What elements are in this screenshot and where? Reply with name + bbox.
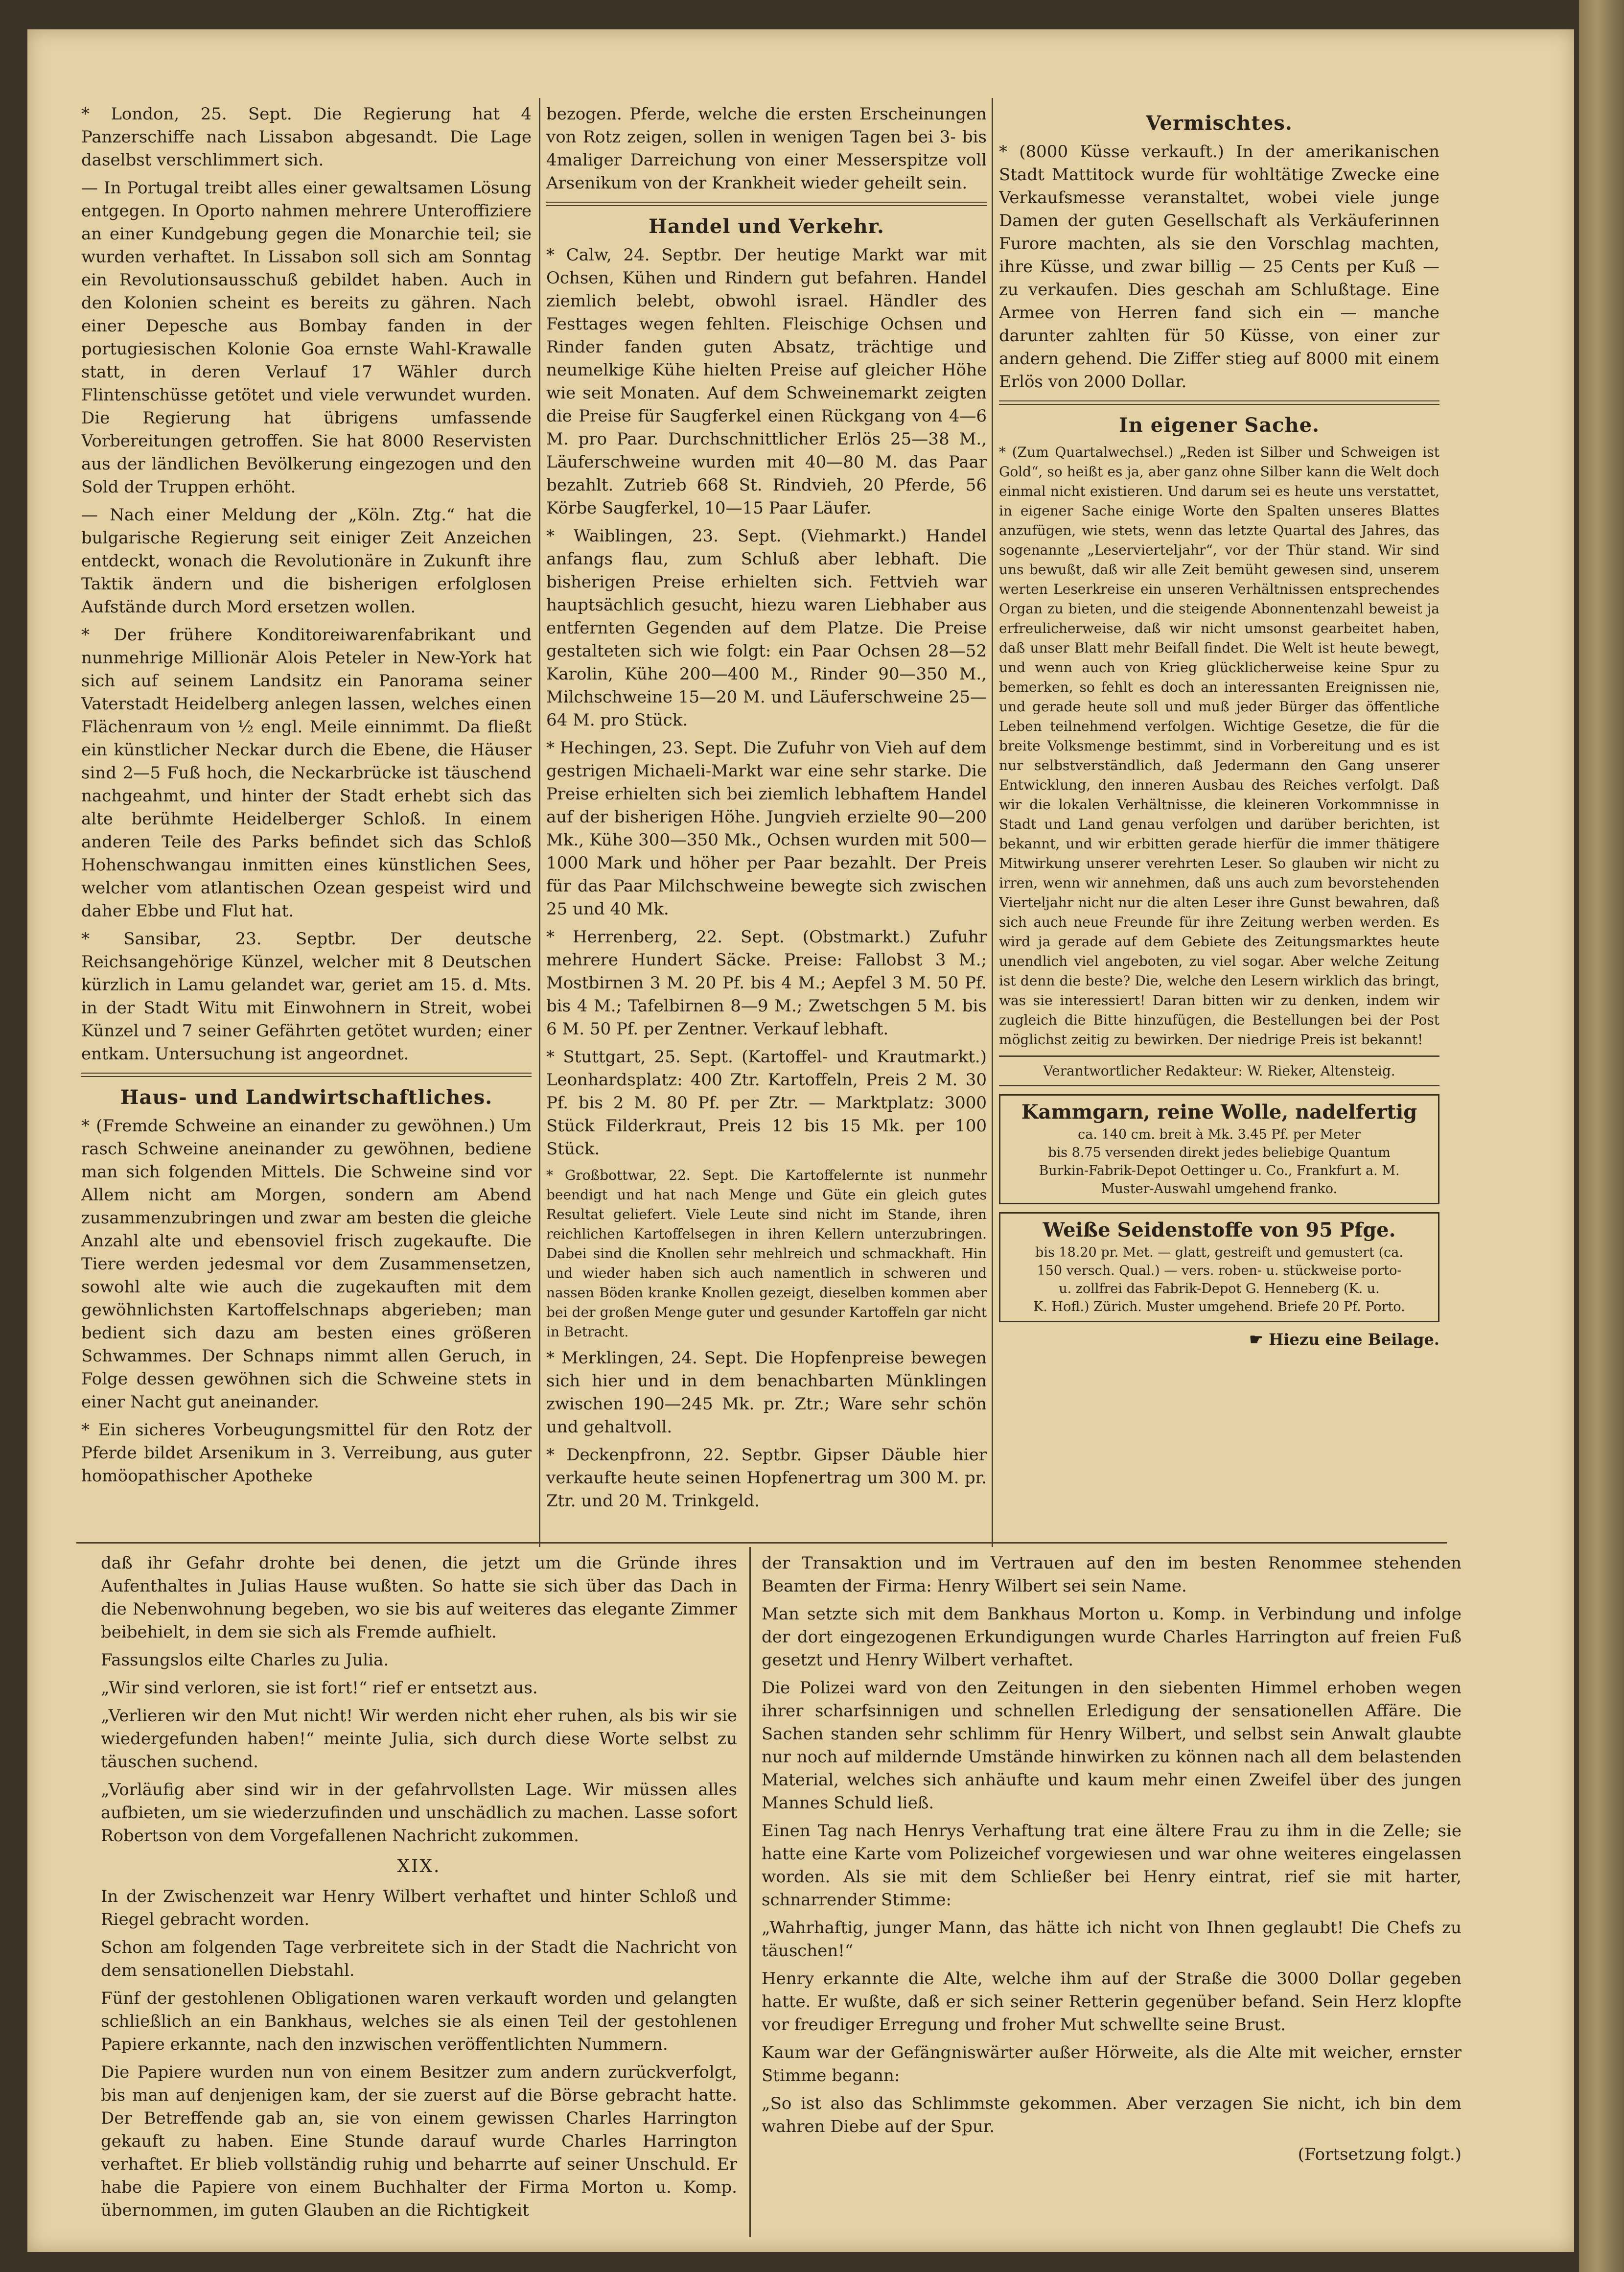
ad-line: Muster-Auswahl umgehend franko. <box>1101 1181 1338 1196</box>
news-paragraph: * Merklingen, 24. Sept. Die Hopfenpreise bewegen sich hier und in dem benachbarten Münklingen zwischen 190—245 Mk. pr. Ztr.; Ware sehr schön und gehaltvoll. <box>546 1348 987 1437</box>
ad-line: Burkin-Fabrik-Depot Oettinger u. Co., Frankfurt a. M. <box>1039 1163 1400 1178</box>
news-paragraph: * Deckenpfronn, 22. Septbr. Gipser Däuble hier verkaufte heute seinen Hopfenertrag um 300 M. pr. Ztr. und 20 M. Trinkgeld. <box>546 1445 987 1511</box>
news-paragraph: — Nach einer Meldung der „Köln. Ztg.“ hat die bulgarische Regierung seit einiger Zeit Anzeichen entdeckt, wonach die Revolutionäre in Zukunft ihre Taktik ändern und die bisherigen erfolglosen Aufstände durch Mord ersetzen wollen. <box>81 505 532 617</box>
section-title-eigene-sache: In eigener Sache. <box>1119 414 1320 437</box>
ad-title: Weiße Seidenstoffe von 95 Pfge. <box>1043 1218 1396 1241</box>
news-paragraph: * (Fremde Schweine an einander zu gewöhnen.) Um rasch Schweine aneinander zu gewöhnen, bediene man sich folgenden Mittels. Die Schweine sind vor Allem nicht am Morgen, sondern am Abend zusammenzubringen und zwar am besten die gleiche Anzahl alte und ebensoviel frisch zugekaufte. Die Tiere werden jedesmal vor dem Zusammensetzen, sowohl alte wie auch die zugekauften mit dem gewöhnlichsten Kartoffelschnaps abgerieben; man bedient sich dazu am besten eines größeren Schwammes. Der Schnaps nimmt allen Geruch, in Folge dessen gewöhnen sich die Schweine stets in einer Nacht gut aneinander. <box>81 1116 532 1412</box>
section-title-handel: Handel und Verkehr. <box>649 215 884 238</box>
serial-paragraph: der Transaktion und im Vertrauen auf den im besten Renommee stehenden Beamten der Firma: Henry Wilbert sei sein Name. <box>762 1553 1462 1596</box>
ad-line: ca. 140 cm. breit à Mk. 3.45 Pf. per Meter <box>1078 1127 1361 1142</box>
serial-paragraph: „Wir sind verloren, sie ist fort!“ rief er entsetzt aus. <box>101 1678 538 1698</box>
continuation-notice: (Fortsetzung folgt.) <box>1298 2145 1462 2164</box>
serial-column-rule <box>749 1547 751 2237</box>
ad-line: bis 18.20 pr. Met. — glatt, gestreift und gemustert (ca. <box>1035 1245 1403 1260</box>
news-paragraph: — In Portugal treibt alles einer gewaltsamen Lösung entgegen. In Oporto nahmen mehrere Unteroffiziere an einer Kundgebung gegen die Monarchie teil; sie wurden verhaftet. In Lissabon soll sich am Sonntag ein Revolutionsausschuß gebildet haben. Auch in den Kolonien scheint es bereits zu gähren. Nach einer Depesche aus Bombay fanden in der portugiesischen Kolonie Goa ernste Wahl-Krawalle statt, in deren Verlauf 17 Wähler durch Flintenschüsse getötet und viele verwundet wurden. Die Regierung hat übrigens umfassende Vorbereitungen getroffen. Sie hat 8000 Reservisten aus der ländlichen Bevölkerung eingezogen und den Sold der Truppen erhöht. <box>81 178 532 497</box>
news-paragraph-small: * Großbottwar, 22. Sept. Die Kartoffelernte ist nunmehr beendigt und hat nach Menge und Güte ein gleich gutes Resultat geliefert. Viele Leute sind nicht im Stande, ihren reichlichen Kartoffelsegen in ihren Kellern unterzubringen. Dabei sind die Knollen sehr mehlreich und schmackhaft. Hin und wieder haben sich auch namentlich in schweren und nassen Böden kranke Knollen gezeigt, dieselben kommen aber bei der großen Menge guter und gesunder Kartoffeln gar nicht in Betracht. <box>546 1167 987 1340</box>
news-paragraph: * London, 25. Sept. Die Regierung hat 4 Panzerschiffe nach Lissabon abgesandt. Die Lage daselbst verschlimmert sich. <box>81 104 532 170</box>
news-paragraph: * Stuttgart, 25. Sept. (Kartoffel- und Krautmarkt.) Leonhardsplatz: 400 Ztr. Kartoffeln, Preis 2 M. 30 Pf. bis 2 M. 80 Pf. per Ztr. — Marktplatz: 3000 Stück Filderkraut, Preis 12 bis 15 Mk. per 100 Stück. <box>546 1047 987 1159</box>
editor-line: Verantwortlicher Redakteur: W. Rieker, Altensteig. <box>1043 1063 1395 1079</box>
news-paragraph: * Ein sicheres Vorbeugungsmittel für den Rotz der Pferde bildet Arsenikum in 3. Verreibung, aus guter homöopathischer Apotheke <box>81 1420 532 1486</box>
section-divider <box>81 1073 532 1077</box>
newspaper-page <box>27 29 1574 2252</box>
serial-paragraph: daß ihr Gefahr drohte bei denen, die jetzt um die Gründe ihres Aufenthaltes in Julias Hause wußten. So hatte sie sich über das Dach in die Nebenwohnung begeben, wo sie bis auf weiteres das elegante Zimmer beibehielt, in dem sie sich als Fremde aufhielt. <box>101 1553 737 1642</box>
ad-line: u. zollfrei das Fabrik-Depot G. Henneberg (K. u. <box>1059 1281 1380 1296</box>
section-title-vermischtes: Vermischtes. <box>1146 112 1293 135</box>
news-paragraph: * Calw, 24. Septbr. Der heutige Markt war mit Ochsen, Kühen und Rindern gut befahren. Handel ziemlich belebt, obwohl israel. Händler des Festtages wegen fehlten. Fleischige Ochsen und Rinder fanden guten Absatz, trächtige und neumelkige Kühe hielten Preise auf gleicher Höhe wie seit Monaten. Auf dem Schweinemarkt zeigten die Preise für Saugferkel einen Rückgang von 4—6 M. pro Paar. Durchschnittlicher Erlös 25—38 M., Läuferschweine wurden mit 40—80 M. das Paar bezahlt. Zutrieb 668 St. Rindvieh, 20 Pferde, 56 Körbe Saugferkel, 10—15 Paar Läufer. <box>546 245 987 518</box>
section-divider <box>999 1085 1439 1086</box>
supplement-notice: ☛ Hiezu eine Beilage. <box>1249 1330 1439 1349</box>
column-3 <box>999 103 1439 1537</box>
serial-paragraph: Schon am folgenden Tage verbreitete sich in der Stadt die Nachricht von dem sensationellen Diebstahl. <box>101 1938 737 1980</box>
section-title-haus: Haus- und Landwirtschaftliches. <box>120 1086 493 1109</box>
serial-paragraph: Kaum war der Gefängniswärter außer Hörweite, als die Alte mit weicher, ernster Stimme begann: <box>762 2043 1462 2085</box>
advertisement-seidenstoffe <box>999 1212 1439 1322</box>
ad-line: bis 8.75 versenden direkt jedes beliebige Quantum <box>1048 1145 1391 1160</box>
news-paragraph: * Herrenberg, 22. Sept. (Obstmarkt.) Zufuhr mehrere Hundert Säcke. Preise: Fallobst 3 M.; Mostbirnen 3 M. 20 Pf. bis 4 M.; Aepfel 3 M. 50 Pf. bis 4 M.; Tafelbirnen 8—9 M.; Zwetschgen 5 M. bis 6 M. 50 Pf. per Zentner. Verkauf lebhaft. <box>546 927 987 1039</box>
section-divider <box>999 400 1439 405</box>
column-rule-1 <box>539 98 540 1547</box>
serial-paragraph: Die Polizei ward von den Zeitungen in den siebenten Himmel erhoben wegen ihrer scharfsinnigen und schnellen Erledigung der sensationellen Affäre. Die Sachen standen sehr schlimm für Henry Wilbert, und selbst sein Anwalt glaubte nur noch auf mildernde Umstände hinwirken zu können nach all dem belastenden Material, welches sich anhäufte und kaum mehr einen Zweifel über des jungen Mannes Schuld ließ. <box>762 1678 1462 1813</box>
serial-paragraph: Henry erkannte die Alte, welche ihm auf der Straße die 3000 Dollar gegeben hatte. Er wußte, daß er sich seiner Retterin gegenüber befand. Sein Herz klopfte vor freudiger Erregung und froher Mut schwellte seine Brust. <box>762 1969 1462 2035</box>
serial-paragraph: Fünf der gestohlenen Obligationen waren verkauft worden und gelangten schließlich an ein Bankhaus, welches sie als einen Teil der gestohlenen Papiere erkannte, nach den inzwischen veröffentlichten Nummern. <box>101 1989 737 2054</box>
serial-paragraph: „So ist also das Schlimmste gekommen. Aber verzagen Sie nicht, ich bin dem wahren Diebe auf der Spur. <box>762 2094 1462 2136</box>
chapter-heading: XIX. <box>397 1856 441 1876</box>
section-divider <box>999 1055 1439 1057</box>
news-paragraph: * Sansibar, 23. Septbr. Der deutsche Reichsangehörige Künzel, welcher mit 8 Deutschen kürzlich in Lamu gelandet war, geriet am 15. d. Mts. in der Stadt Witu mit Einwohnern in Streit, wobei Künzel und 7 seiner Gefährten getötet wurden; einer entkam. Untersuchung ist angeordnet. <box>81 929 532 1064</box>
news-paragraph: * Hechingen, 23. Sept. Die Zufuhr von Vieh auf dem gestrigen Michaeli-Markt war eine sehr starke. Die Preise erhielten sich bei ziemlich lebhaftem Handel auf der bisherigen Höhe. Jungvieh erzielte 90—200 Mk., Kühe 300—350 Mk., Ochsen wurden mit 500—1000 Mark und höher per Paar bezahlt. Der Preis für das Paar Milchschweine bewegte sich zwischen 25 und 40 Mk. <box>546 738 987 919</box>
column-1 <box>81 103 532 1537</box>
news-paragraph-small: * (Zum Quartalwechsel.) „Reden ist Silber und Schweigen ist Gold“, so heißt es ja, aber ganz ohne Silber kann die Welt doch einmal nicht existieren. Und darum sei es heute uns verstattet, in eigener Sache einige Worte den Spalten unseres Blattes anzufügen, wie stets, wenn das letzte Quartal des Jahres, das sogenannte „Leservierteljahr“, vor der Thür stand. Wir sind uns bewußt, daß wir alle Zeit bemüht gewesen sind, unserem werten Leserkreise ein unseren Verhältnissen entsprechendes Organ zu bieten, und die steigende Abonnentenzahl beweist ja erfreulicherweise, daß wir nicht umsonst gearbeitet haben, daß unser Blatt mehr Beifall findet. Die Welt ist heute bewegt, und wenn auch von Krieg glücklicherweise keine Spur zu bemerken, so fehlt es doch an interessanten Ereignissen nie, und gerade heute soll und muß jeder Bürger das öffentliche Leben teilnehmend verfolgen. Wichtige Gesetze, die für die breite Volksmenge bestimmt, sind in Vorbereitung und es ist nur selbstverständlich, daß Jedermann den Gang unserer Entwicklung, den inneren Ausbau des Reiches verfolgt. Daß wir die lokalen Verhältnisse, die kleineren Vorkommnisse in Stadt und Land genau verfolgen und darüber berichten, ist bekannt, und wir erbitten gerade hierfür die immer thätigere Mitwirkung unserer verehrten Leser. So glauben wir nicht zu irren, wenn wir annehmen, daß uns auch zum bevorstehenden Vierteljahr nicht nur die alten Leser ihre Gunst bewahren, daß sich auch neue Freunde für ihre Zeitung werben werden. Es wird ja gerade auf dem Gebiete des Zeitungsmarktes heute unendlich viel angeboten, zu viel sogar. Aber welche Zeitung ist denn die beste? Die, welche den Lesern wirklich das bringt, was sie interessiert! Daran bitten wir zu denken, indem wir zugleich die Bitte hinzufügen, die Bestellungen bei der Post möglichst zeitig zu bewirken. Der niedrige Preis ist bekannt! <box>999 444 1439 1048</box>
serial-column-right <box>762 1552 1462 2247</box>
serial-paragraph: In der Zwischenzeit war Henry Wilbert verhaftet und hinter Schloß und Riegel gebracht worden. <box>101 1887 737 1929</box>
column-rule-2 <box>992 98 993 1547</box>
serial-paragraph: Einen Tag nach Henrys Verhaftung trat eine ältere Frau zu ihm in die Zelle; sie hatte eine Karte vom Polizeichef vorgewiesen und war ohne weiteres eingelassen worden. Als sie mit dem Schließer bei Henry eintrat, rief sie mit harter, schnarrender Stimme: <box>762 1821 1462 1910</box>
section-divider <box>546 202 987 206</box>
serial-paragraph: „Wahrhaftig, junger Mann, das hätte ich nicht von Ihnen geglaubt! Die Chefs zu täuschen!“ <box>762 1918 1462 1961</box>
ad-line: K. Hofl.) Zürich. Muster umgehend. Briefe 20 Pf. Porto. <box>1033 1299 1405 1314</box>
serial-paragraph: Fassungslos eilte Charles zu Julia. <box>101 1650 389 1670</box>
page-binding-edge <box>1579 0 1624 2272</box>
ad-title: Kammgarn, reine Wolle, nadelfertig <box>1021 1101 1417 1124</box>
news-paragraph: * Waiblingen, 23. Sept. (Viehmarkt.) Handel anfangs flau, zum Schluß aber lebhaft. Die bisherigen Preise erhielten sich. Fettvieh war hauptsächlich gesucht, hiezu waren Liebhaber aus entfernten Gegenden auf dem Platze. Die Preise gestalteten sich wie folgt: ein Paar Ochsen 28—52 Karolin, Kühe 200—400 M., Rinder 90—350 M., Milchschweine 15—20 M. und Läuferschweine 25—64 M. pro Stück. <box>546 526 987 730</box>
serial-paragraph: Die Papiere wurden nun von einem Besitzer zum andern zurückverfolgt, bis man auf denjenigen kam, der sie zuerst auf die Börse gebracht hatte. Der Betreffende gab an, sie von einem gewissen Charles Harrington gekauft zu haben. Eine Stunde darauf wurde Charles Harrington verhaftet. Er blieb vollständig ruhig und beharrte auf seiner Unschuld. Er habe die Papiere von einem Buchhalter der Firma Morton u. Komp. übernommen, im guten Glauben an die Richtigkeit <box>101 2062 737 2220</box>
serial-column-left <box>101 1552 737 2247</box>
serial-paragraph: Man setzte sich mit dem Bankhaus Morton u. Komp. in Verbindung und infolge der dort eingezogenen Erkundigungen wurde Charles Harrington auf freien Fuß gesetzt und Henry Wilbert verhaftet. <box>762 1604 1462 1670</box>
serial-paragraph: „Verlieren wir den Mut nicht! Wir werden nicht eher ruhen, als bis wir sie wiedergefunden haben!“ meinte Julia, sich durch diese Worte selbst zu täuschen suchend. <box>101 1706 737 1772</box>
news-paragraph: * Der frühere Konditoreiwarenfabrikant und nunmehrige Millionär Alois Peteler in New-York hat sich auf seinem Landsitz ein Panorama seiner Vaterstadt Heidelberg anlegen lassen, welches einen Flächenraum von ½ engl. Meile einnimmt. Da fließt ein künstlicher Neckar durch die Ebene, die Häuser sind 2—5 Fuß hoch, die Neckarbrücke ist täuschend nachgeahmt, und hinter der Stadt erhebt sich das alte berühmte Heidelberger Schloß. In einem anderen Teile des Parks befindet sich das Schloß Hohenschwangau inmitten eines künstlichen Sees, welcher vom atlantischen Ozean gespeist wird und daher Ebbe und Flut hat. <box>81 625 532 921</box>
news-paragraph: * (8000 Küsse verkauft.) In der amerikanischen Stadt Mattitock wurde für wohltätige Zwecke eine Verkaufsmesse veranstaltet, wobei viele junge Damen der guten Gesellschaft als Verkäuferinnen Furore machten, als sie den Vorschlag machten, ihre Küsse, und zwar billig — 25 Cents per Kuß — zu verkaufen. Dies geschah am Schlußtage. Eine Armee von Herren fand sich ein — manche darunter zahlten für 50 Küsse, von einer zur andern gehend. Die Ziffer stieg auf 8000 mit einem Erlös von 2000 Dollar. <box>999 142 1439 392</box>
ad-line: 150 versch. Qual.) — vers. roben- u. stückweise porto- <box>1037 1263 1402 1278</box>
column-2 <box>546 103 987 1537</box>
section-rule <box>76 1542 1447 1544</box>
serial-paragraph: „Vorläufig aber sind wir in der gefahrvollsten Lage. Wir müssen alles aufbieten, um sie wiederzufinden und unschädlich zu machen. Lasse sofort Robertson von dem Vorgefallenen Nachricht zukommen. <box>101 1780 737 1846</box>
news-paragraph: bezogen. Pferde, welche die ersten Erscheinungen von Rotz zeigen, sollen in wenigen Tagen bei 3- bis 4maliger Darreichung von einer Messerspitze voll Arsenikum von der Krankheit wieder geheilt sein. <box>546 104 987 193</box>
advertisement-kammgarn <box>999 1094 1439 1204</box>
